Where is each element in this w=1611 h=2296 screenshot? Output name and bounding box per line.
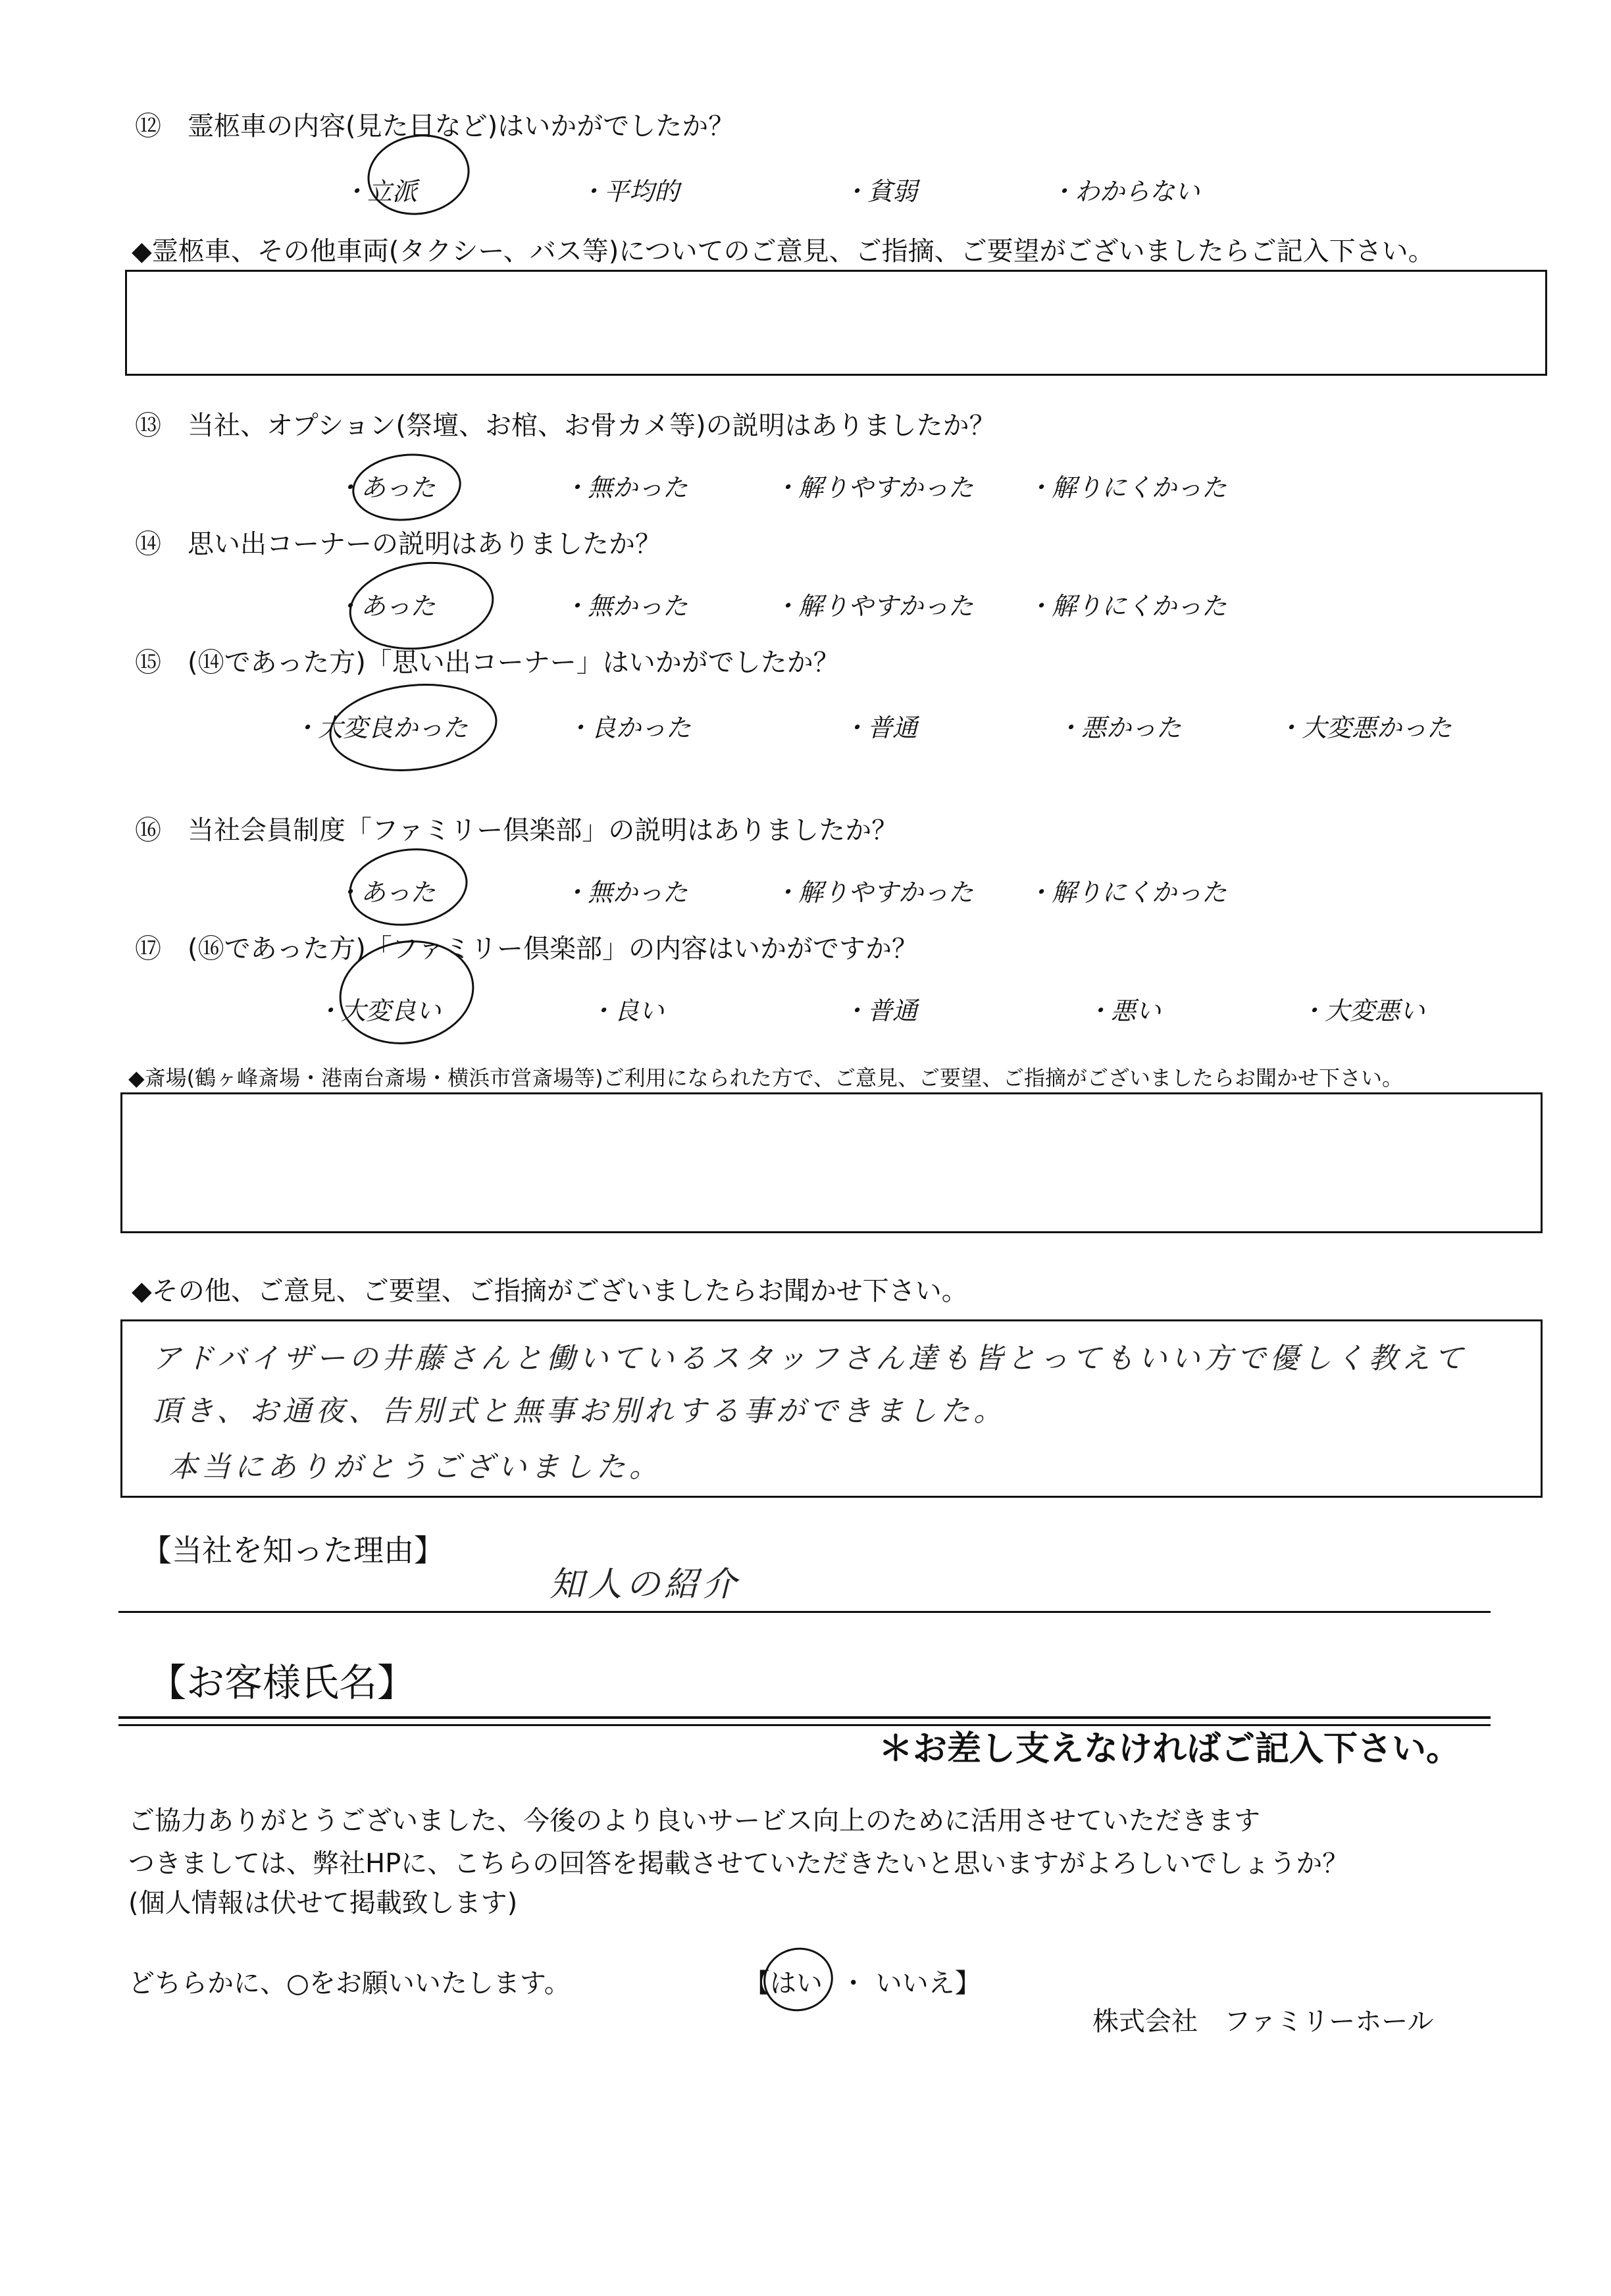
q17-option-3[interactable]: ・普通 bbox=[842, 996, 918, 1025]
question-text: 霊柩車の内容(見た目など)はいかがでしたか？ bbox=[188, 111, 735, 141]
q14-option-4[interactable]: ・解りにくかった bbox=[1027, 592, 1227, 621]
question-14 bbox=[135, 523, 661, 561]
question-text: (⑯であった方)「ファミリー倶楽部」の内容はいかがですか？ bbox=[188, 934, 919, 964]
name-underline-top bbox=[118, 1716, 1491, 1719]
selection-circle bbox=[325, 676, 501, 779]
q16-option-2[interactable]: ・無かった bbox=[563, 878, 688, 907]
selection-circle bbox=[757, 1941, 839, 2018]
q13-option-4[interactable]: ・解りにくかった bbox=[1027, 473, 1227, 502]
other-note: ◆その他、ご意見、ご要望、ご指摘がございましたらお聞かせ下さい。 bbox=[132, 1276, 968, 1306]
q14-option-3[interactable]: ・解りやすかった bbox=[773, 592, 974, 621]
q17-option-2[interactable]: ・良い bbox=[589, 996, 665, 1025]
question-number: ⑰ bbox=[135, 934, 161, 964]
question-17 bbox=[135, 928, 918, 965]
q13-option-3[interactable]: ・解りやすかった bbox=[773, 473, 974, 502]
selection-circle bbox=[344, 841, 473, 933]
consent-yes-label: はい bbox=[770, 1968, 823, 1999]
vehicle-note: ◆霊柩車、その他車両(タクシー、バス等)についてのご意見、ご指摘、ご要望がございましたらご記入下さい。 bbox=[132, 236, 1435, 267]
other-comment-box[interactable] bbox=[120, 1319, 1543, 1498]
q12-option-2[interactable]: ・平均的 bbox=[579, 177, 680, 206]
handwritten-line: 本当にありがとうございました。 bbox=[168, 1450, 662, 1484]
name-note: ＊お差し支えなければご記入下さい。 bbox=[879, 1729, 1461, 1769]
question-number: ⑫ bbox=[135, 111, 161, 141]
crematory-comment-box[interactable] bbox=[120, 1092, 1543, 1233]
question-number: ⑯ bbox=[135, 815, 161, 846]
question-text: (⑭であった方)「思い出コーナー」はいかがでしたか？ bbox=[188, 648, 840, 678]
crematory-note: ◆斎場(鶴ヶ峰斎場・港南台斎場・横浜市営斎場等)ご利用になられた方で、ご意見、ご要望、ご指摘がございましたらお聞かせ下さい。 bbox=[128, 1065, 1403, 1090]
selection-circle bbox=[349, 449, 465, 526]
q17-option-4[interactable]: ・悪い bbox=[1086, 996, 1162, 1025]
question-text: 当社、オプション(祭壇、お棺、お骨カメ等)の説明はありましたか？ bbox=[188, 411, 996, 441]
q16-option-1[interactable]: ・あった bbox=[336, 878, 436, 907]
q15-option-3[interactable]: ・普通 bbox=[842, 713, 918, 742]
question-number: ⑮ bbox=[135, 648, 161, 678]
q15-option-2[interactable]: ・良かった bbox=[566, 713, 692, 742]
bracket-close: 】 bbox=[954, 1968, 981, 1999]
q15-option-1[interactable]: ・大変良かった bbox=[293, 713, 469, 742]
q17-option-5[interactable]: ・大変悪い bbox=[1300, 996, 1425, 1025]
bracket-open: 【 bbox=[744, 1968, 770, 1999]
question-13 bbox=[135, 405, 996, 442]
closing-line: つきましては、弊社HPに、こちらの回答を掲載させていただきたいと思いますがよろしいでしょうか？ bbox=[128, 1849, 1349, 1879]
question-text: 当社会員制度「ファミリー倶楽部」の説明はありましたか？ bbox=[188, 815, 898, 846]
q17-option-1[interactable]: ・大変良い bbox=[316, 996, 442, 1025]
question-text: 思い出コーナーの説明はありましたか？ bbox=[188, 529, 661, 559]
consent-separator: ・ bbox=[840, 1968, 867, 1999]
q12-option-3[interactable]: ・貧弱 bbox=[842, 177, 918, 206]
q12-option-1[interactable]: ・立派 bbox=[342, 177, 418, 206]
q12-option-4[interactable]: ・わからない bbox=[1050, 177, 1200, 206]
question-number: ⑬ bbox=[135, 411, 161, 441]
q15-option-5[interactable]: ・大変悪かった bbox=[1277, 713, 1452, 742]
closing-line: ご協力ありがとうございました、今後のより良いサービス向上のために活用させていただきます bbox=[128, 1806, 1260, 1836]
q13-option-1[interactable]: ・あった bbox=[336, 473, 436, 502]
q15-option-4[interactable]: ・悪かった bbox=[1056, 713, 1182, 742]
q14-option-1[interactable]: ・あった bbox=[336, 592, 436, 621]
consent-prompt: どちらかに、○をお願いいたします。 bbox=[128, 1968, 571, 1999]
reason-label: 【当社を知った理由】 bbox=[141, 1533, 444, 1568]
handwritten-line: アドバイザーの井藤さんと働いているスタッフさん達も皆とってもいい方で優しく教えて bbox=[152, 1342, 1468, 1375]
question-number: ⑭ bbox=[135, 529, 161, 559]
company-name: 株式会社 ファミリーホール bbox=[1092, 2006, 1434, 2037]
question-16 bbox=[135, 809, 898, 847]
q16-option-3[interactable]: ・解りやすかった bbox=[773, 878, 974, 907]
closing-line: (個人情報は伏せて掲載致します) bbox=[128, 1888, 518, 1918]
q14-option-2[interactable]: ・無かった bbox=[563, 592, 688, 621]
reason-underline bbox=[118, 1611, 1491, 1613]
question-15 bbox=[135, 642, 840, 679]
handwritten-line: 頂き、お通夜、告別式と無事お別れする事ができました。 bbox=[152, 1394, 1007, 1428]
q16-option-4[interactable]: ・解りにくかった bbox=[1027, 878, 1227, 907]
reason-answer[interactable]: 知人の紹介 bbox=[550, 1565, 741, 1604]
name-label: 【お客様氏名】 bbox=[148, 1660, 416, 1705]
vehicle-comment-box[interactable] bbox=[125, 270, 1547, 376]
q13-option-2[interactable]: ・無かった bbox=[563, 473, 688, 502]
consent-no[interactable]: いいえ bbox=[875, 1968, 955, 1999]
